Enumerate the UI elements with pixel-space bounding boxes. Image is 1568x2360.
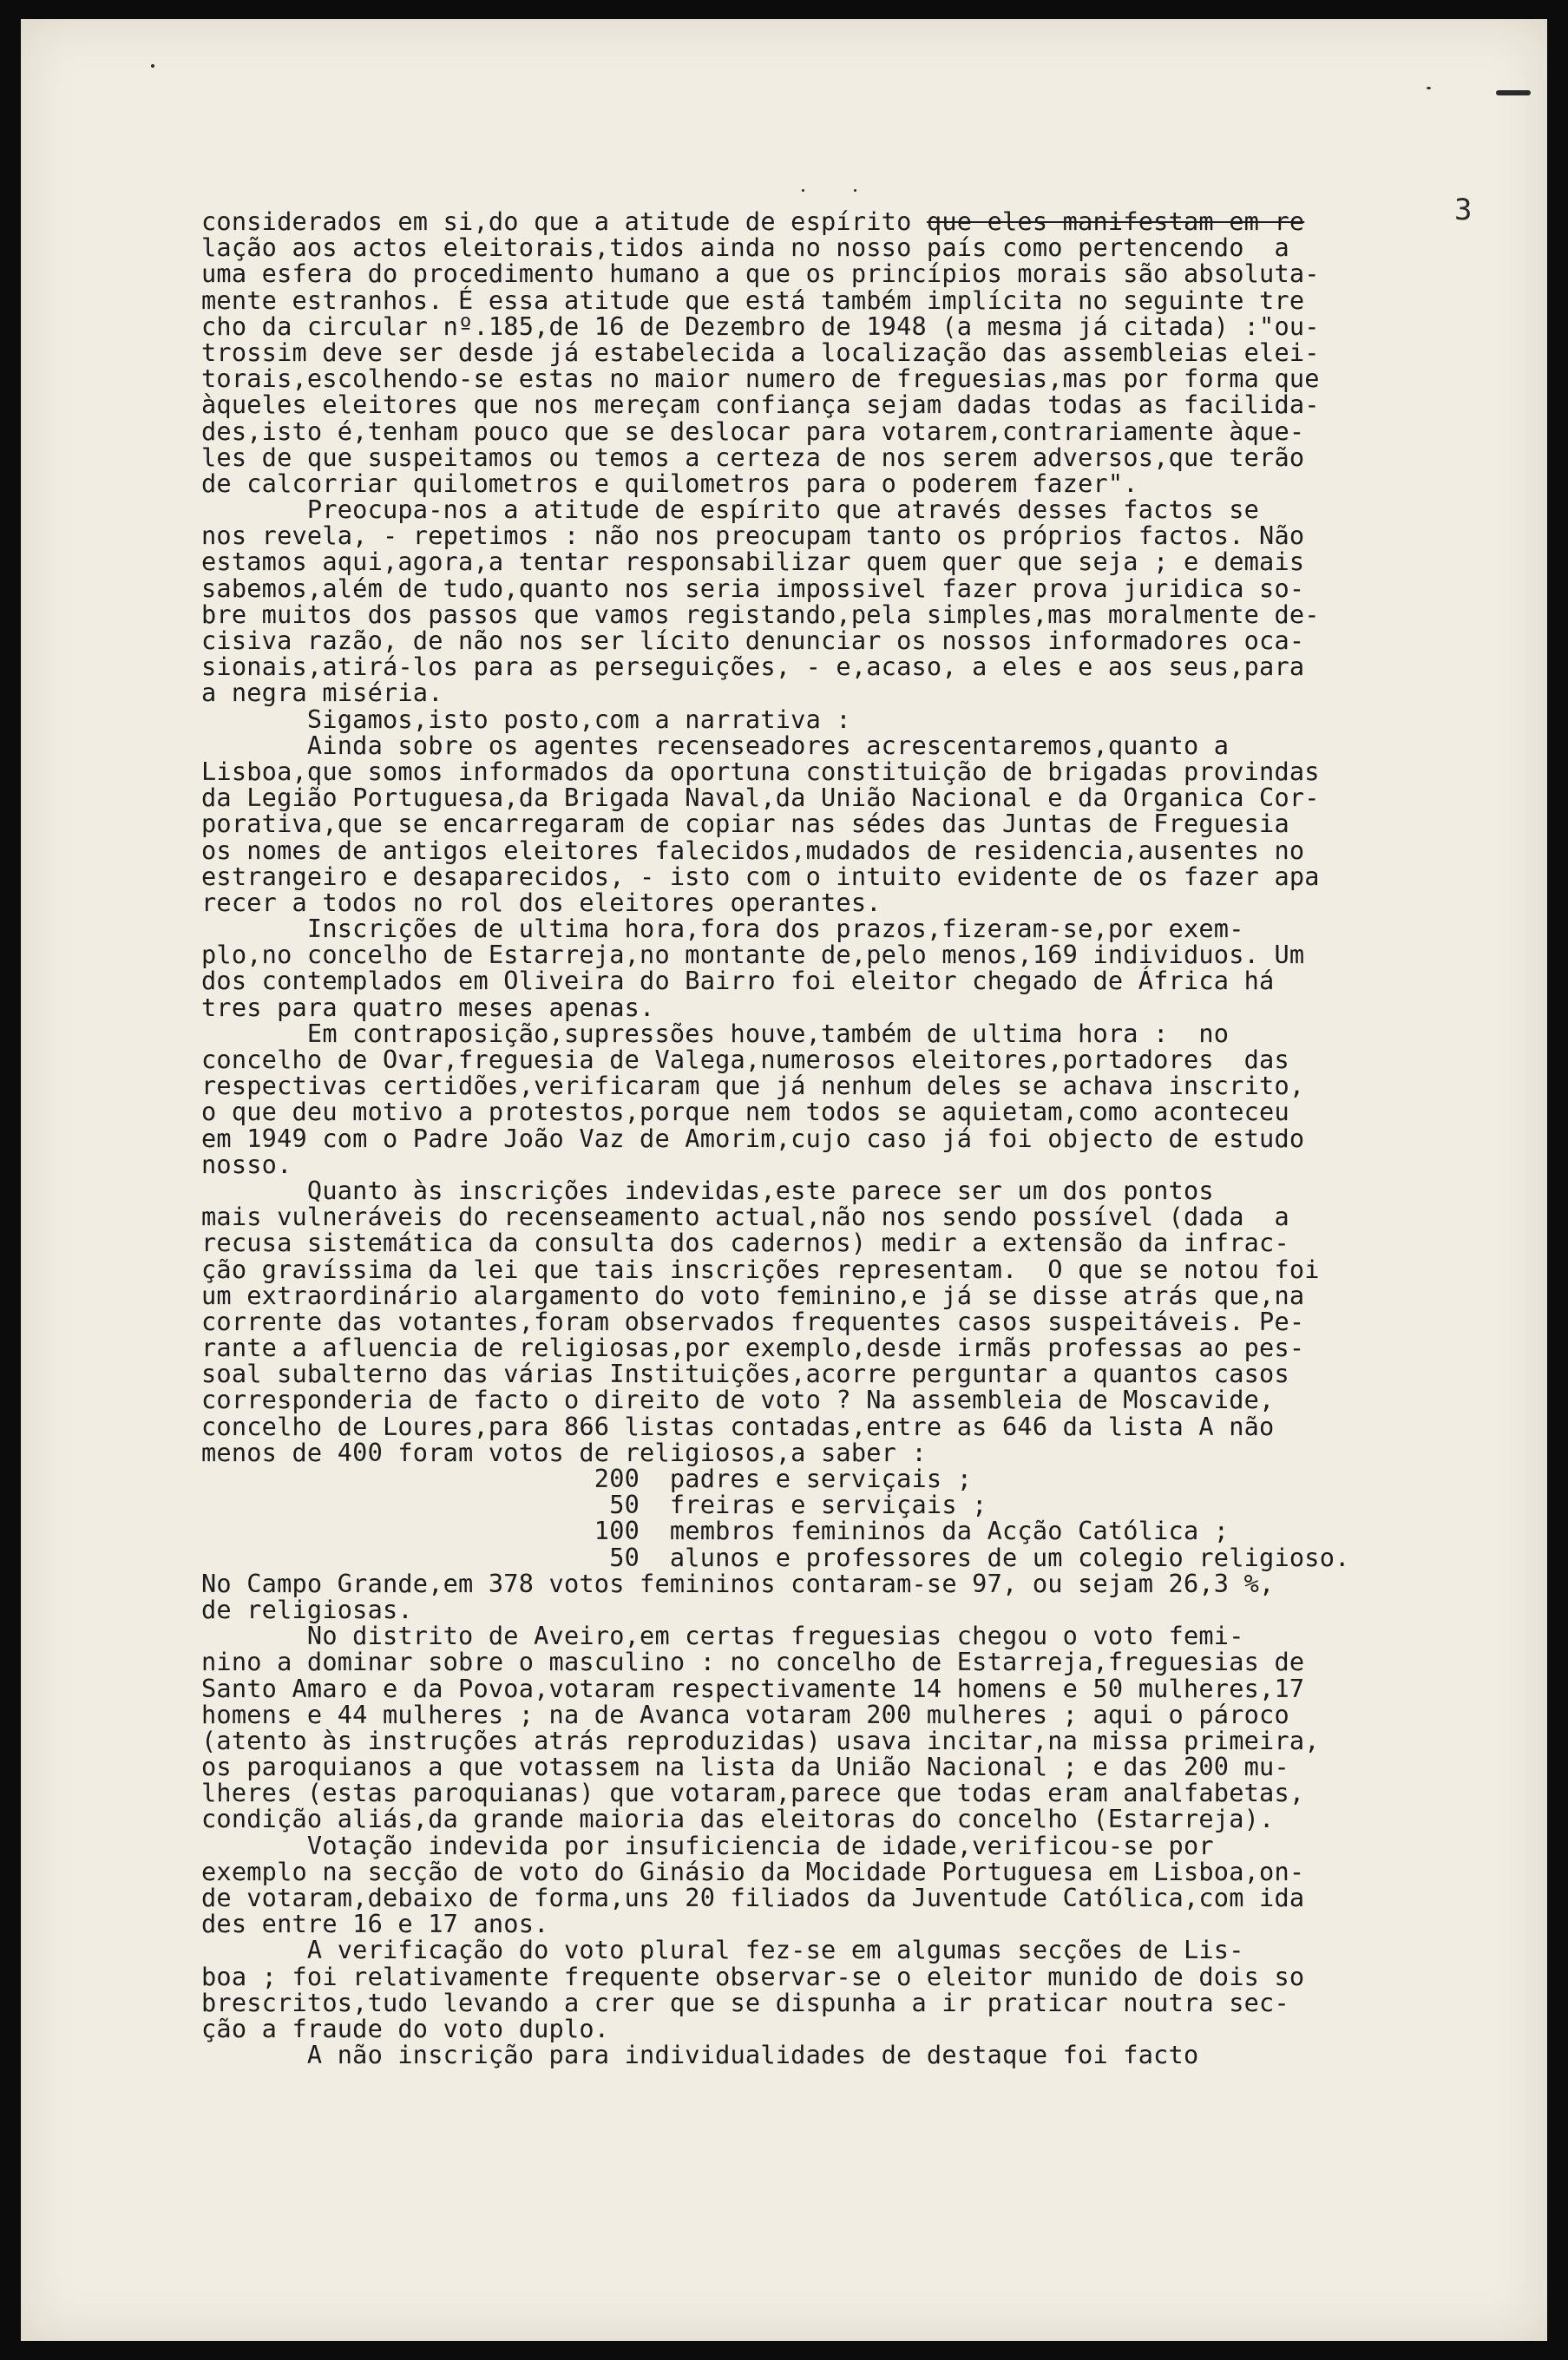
text-line: lação aos actos eleitorais,tidos ainda no nosso país como pertencendo a	[201, 233, 1289, 263]
text-line: 50 alunos e professores de um colegio religioso.	[201, 1542, 1350, 1572]
text-line: Quanto às inscrições indevidas,este parece ser um dos pontos	[201, 1175, 1214, 1205]
ink-speck	[1496, 90, 1531, 95]
text-line: 200 padres e serviçais ;	[201, 1464, 973, 1493]
text-line: rante a afluencia de religiosas,por exemplo,desde irmãs professas ao pes-	[201, 1333, 1305, 1363]
text-line: plo,no concelho de Estarreja,no montante de,pelo menos,169 individuos. Um	[201, 940, 1305, 970]
text-line: Inscrições de ultima hora,fora dos prazos,fizeram-se,por exem-	[201, 914, 1244, 944]
text-line: A verificação do voto plural fez-se em algumas secções de Lis-	[201, 1935, 1244, 1965]
text-line: cisiva razão, de não nos ser lícito denunciar os nossos informadores oca-	[201, 626, 1305, 655]
text-line: No distrito de Aveiro,em certas freguesias chegou o voto femi-	[201, 1621, 1244, 1651]
text-line: sionais,atirá-los para as perseguições, - e,acaso, a eles e aos seus,para	[201, 652, 1305, 682]
text-line: brescritos,tudo levando a crer que se dispunha a ir praticar noutra sec-	[201, 1987, 1289, 2017]
text-line: 100 membros femininos da Acção Católica ;	[201, 1516, 1230, 1546]
text-line: Preocupa-nos a atitude de espírito que através desses factos se	[201, 495, 1260, 525]
text-line: respectivas certidões,verificaram que já nenhum deles se achava inscrito,	[201, 1071, 1305, 1101]
text-line: mente estranhos. É essa atitude que está também implícita no seguinte tre	[201, 285, 1305, 315]
text-line: porativa,que se encarregaram de copiar nas sédes das Juntas de Freguesia	[201, 809, 1289, 839]
text-line: os paroquianos a que votassem na lista da União Nacional ; e das 200 mu-	[201, 1752, 1289, 1782]
text-line: recusa sistemática da consulta dos cadernos) medir a extensão da infrac-	[201, 1228, 1289, 1258]
text-line: concelho de Loures,para 866 listas contadas,entre as 646 da lista A não	[201, 1411, 1275, 1441]
text-line: da Legião Portuguesa,da Brigada Naval,da União Nacional e da Organica Cor-	[201, 783, 1320, 813]
text-line: homens e 44 mulheres ; na de Avanca votaram 200 mulheres ; aqui o pároco	[201, 1699, 1289, 1729]
text-line: des entre 16 e 17 anos.	[201, 1909, 549, 1939]
ink-speck	[151, 64, 154, 68]
text-line: corresponderia de facto o direito de voto ? Na assembleia de Moscavide,	[201, 1385, 1275, 1415]
page-number: 3	[1454, 193, 1473, 227]
text-line: Em contraposição,supressões houve,também de ultima hora : no	[201, 1018, 1230, 1048]
text-line: estrangeiro e desaparecidos, - isto com o intuito evidente de os fazer apa	[201, 861, 1320, 891]
text-line: cho da circular nº.185,de 16 de Dezembro de 1948 (a mesma já citada) :"ou-	[201, 311, 1320, 341]
text-line: mais vulneráveis do recenseamento actual,não nos sendo possível (dada a	[201, 1202, 1289, 1232]
text-line: Lisboa,que somos informados da oportuna constituição de brigadas provindas	[201, 756, 1320, 786]
text-line: Ainda sobre os agentes recenseadores acrescentaremos,quanto a	[201, 730, 1230, 760]
text-line: dos contemplados em Oliveira do Bairro foi eleitor chegado de África há	[201, 966, 1275, 996]
text-line: 50 freiras e serviçais ;	[201, 1490, 987, 1520]
text-line: àqueles eleitores que nos mereçam confiança sejam dadas todas as facilida-	[201, 390, 1320, 420]
text-line: des,isto é,tenham pouco que se deslocar para votarem,contrariamente àque-	[201, 416, 1305, 446]
text-line: um extraordinário alargamento do voto feminino,e já se disse atrás que,na	[201, 1280, 1305, 1310]
text-line: exemplo na secção de voto do Ginásio da Mocidade Portuguesa em Lisboa,on-	[201, 1856, 1305, 1886]
text-line: nosso.	[201, 1149, 292, 1179]
text-line: de votaram,debaixo de forma,uns 20 filiados da Juventude Católica,com ida	[201, 1883, 1305, 1912]
text-line: o que deu motivo a protestos,porque nem todos se aquietam,como aconteceu	[201, 1097, 1289, 1127]
text-line: lheres (estas paroquianas) que votaram,parece que todas eram analfabetas,	[201, 1778, 1305, 1808]
text-line: ção a fraude do voto duplo.	[201, 2013, 610, 2043]
document-body	[201, 208, 1529, 2068]
text-line: em 1949 com o Padre João Vaz de Amorim,cujo caso já foi objecto de estudo	[201, 1123, 1305, 1153]
text-line: sabemos,além de tudo,quanto nos seria impossivel fazer prova juridica so-	[201, 573, 1305, 603]
text-line: tres para quatro meses apenas.	[201, 992, 655, 1022]
text-line: (atento às instruções atrás reproduzidas) usava incitar,na missa primeira,	[201, 1725, 1320, 1755]
text-line: recer a todos no rol dos eleitores operantes.	[201, 887, 882, 917]
text-line: estamos aqui,agora,a tentar responsabilizar quem quer que seja ; e demais	[201, 547, 1305, 577]
text-line: Sigamos,isto posto,com a narrativa :	[201, 704, 851, 734]
text-line: nino a dominar sobre o masculino : no concelho de Estarreja,freguesias de	[201, 1647, 1305, 1677]
text-line: ção gravíssima da lei que tais inscrições representam. O que se notou foi	[201, 1254, 1320, 1284]
text-line: bre muitos dos passos que vamos registando,pela simples,mas moralmente de-	[201, 599, 1320, 629]
text-line: nos revela, - repetimos : não nos preocupam tanto os próprios factos. Não	[201, 521, 1305, 551]
text-line: soal subalterno das várias Instituições,acorre perguntar a quantos casos	[201, 1359, 1289, 1389]
text-line: corrente das votantes,foram observados frequentes casos suspeitáveis. Pe-	[201, 1306, 1305, 1336]
document-page	[21, 19, 1547, 2341]
struck-text: que eles manifestam em re	[926, 206, 1305, 236]
text-line: boa ; foi relativamente frequente observar-se o eleitor munido de dois so	[201, 1961, 1305, 1991]
ink-speck	[854, 189, 856, 192]
text-line: Santo Amaro e da Povoa,votaram respectivamente 14 homens e 50 mulheres,17	[201, 1673, 1305, 1703]
text-line: trossim deve ser desde já estabelecida a localização das assembleias elei-	[201, 337, 1320, 367]
text-line: concelho de Ovar,freguesia de Valega,numerosos eleitores,portadores das	[201, 1045, 1289, 1074]
text-line: torais,escolhendo-se estas no maior numero de freguesias,mas por forma que	[201, 364, 1320, 394]
ink-speck	[1427, 87, 1431, 89]
text-line: menos de 400 foram votos de religiosos,a saber :	[201, 1437, 927, 1467]
text-line: Votação indevida por insuficiencia de idade,verificou-se por	[201, 1830, 1214, 1860]
text-line: A não inscrição para individualidades de destaque foi facto	[201, 2040, 1199, 2070]
text-segment: considerados em si,do que a atitude de espírito	[201, 206, 927, 236]
ink-speck	[802, 189, 804, 192]
text-line: de religiosas.	[201, 1594, 413, 1624]
text-line: condição aliás,da grande maioria das eleitoras do concelho (Estarreja).	[201, 1804, 1275, 1834]
text-line: uma esfera do procedimento humano a que os princípios morais são absoluta-	[201, 259, 1320, 289]
text-line: No Campo Grande,em 378 votos femininos contaram-se 97, ou sejam 26,3 %,	[201, 1568, 1275, 1598]
text-line: les de que suspeitamos ou temos a certeza de nos serem adversos,que terão	[201, 442, 1305, 472]
text-line: de calcorriar quilometros e quilometros para o poderem fazer".	[201, 468, 1138, 498]
text-line	[201, 208, 1529, 234]
text-line: a negra miséria.	[201, 678, 443, 708]
text-line: os nomes de antigos eleitores falecidos,mudados de residencia,ausentes no	[201, 835, 1305, 865]
